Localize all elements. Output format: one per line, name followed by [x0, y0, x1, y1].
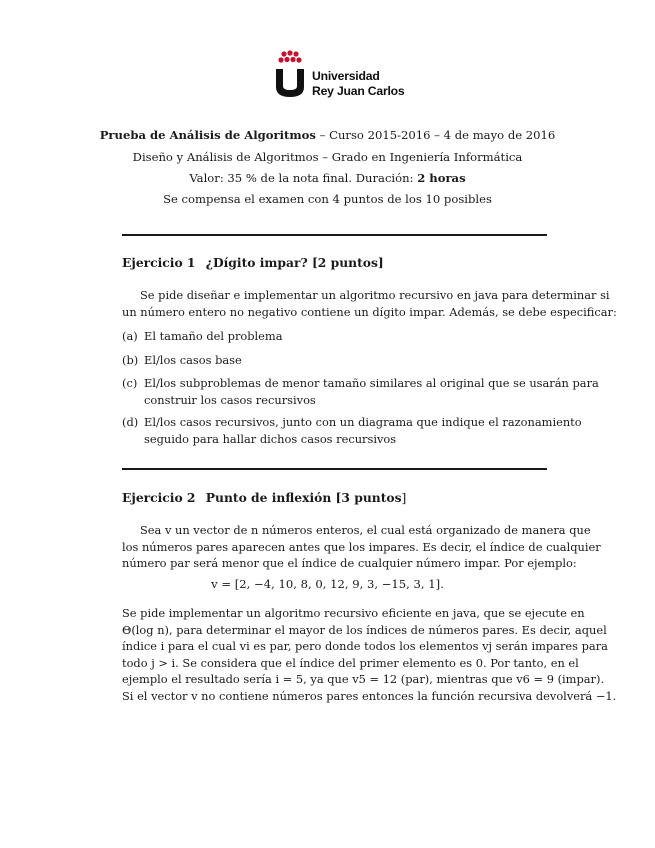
exam-title	[0, 128, 655, 142]
exercise-2-label: Ejercicio 2	[122, 490, 196, 505]
item-text: El/los casos recursivos, junto con un diagrama que indique el razonamiento	[144, 415, 582, 429]
item-label: (c)	[122, 376, 138, 390]
exam-compensation: Se compensa el examen con 4 puntos de los 10 posibles	[163, 192, 492, 206]
paragraph-line: un número entero no negativo contiene un dígito impar. Además, se debe especificar:	[122, 304, 617, 319]
exercise-2-points: 3 puntos	[341, 490, 402, 505]
exercise-1-intro	[122, 287, 617, 320]
exam-title-bold: Prueba de Análisis de Algoritmos	[99, 128, 316, 142]
paragraph-line: Θ(log n), para determinar el mayor de los índices de números pares. Es decir, aquel	[122, 622, 607, 637]
paragraph-line: Se pide diseñar e implementar un algoritmo recursivo en java para determinar si	[140, 288, 610, 302]
paragraph-line: Sea v un vector de n números enteros, el cual está organizado de manera que	[140, 523, 591, 537]
exam-value-line	[0, 171, 655, 185]
exam-duration: 2 horas	[417, 171, 466, 185]
item-label: (b)	[122, 353, 139, 367]
section-divider	[122, 468, 547, 470]
exam-subtitle: Diseño y Análisis de Algoritmos – Grado en Ingeniería Informática	[132, 150, 523, 164]
item-label: (d)	[122, 415, 139, 429]
paragraph-line: todo j > i. Se considera que el índice del primer elemento es 0. Por tanto, en el	[122, 655, 579, 670]
example-vector-formula: v = [2, −4, 10, 8, 0, 12, 9, 3, −15, 3, 1].	[211, 577, 444, 591]
paragraph-line: ejemplo el resultado sería i = 5, ya que v5 = 12 (par), mientras que v6 = 9 (impar).	[122, 672, 605, 687]
exercise-1-heading	[122, 255, 384, 270]
university-logo	[273, 50, 413, 102]
item-text: El tamaño del problema	[144, 329, 283, 343]
exercise-2-title-end: ]	[401, 491, 407, 505]
exam-title-rest: – Curso 2015-2016 – 4 de mayo de 2016	[315, 128, 556, 142]
logo-line-2: Rey Juan Carlos	[312, 83, 405, 98]
section-divider	[122, 234, 547, 236]
paragraph-line: número par será menor que el índice de cualquier número impar. Por ejemplo:	[122, 556, 577, 571]
exercise-2-body	[122, 605, 617, 705]
paragraph-line: Se pide implementar un algoritmo recursivo eficiente en java, que se ejecute en	[122, 606, 585, 620]
exercise-1-title: ¿Dígito impar? [2 puntos]	[205, 255, 384, 270]
item-text: El/los subproblemas de menor tamaño similares al original que se usarán para	[144, 376, 599, 390]
exam-value-text: Valor: 35 % de la nota final. Duración:	[189, 171, 418, 185]
paragraph-line: Si el vector v no contiene números pares entonces la función recursiva devolverá −1.	[122, 688, 617, 703]
exercise-2-intro	[122, 522, 601, 572]
item-label: (a)	[122, 329, 138, 343]
item-text: seguido para hallar dichos casos recursivos	[144, 431, 397, 446]
paragraph-line: los números pares aparecen antes que los impares. Es decir, el índice de cualquier	[122, 539, 601, 554]
item-text: construir los casos recursivos	[144, 392, 316, 407]
logo-line-1: Universidad	[312, 69, 380, 83]
urjc-emblem-icon	[273, 50, 307, 100]
exercise-2-heading	[122, 490, 406, 505]
paragraph-line: índice i para el cual vi es par, pero donde todos los elementos vj serán impares para	[122, 639, 608, 654]
exercise-1-label: Ejercicio 1	[122, 255, 196, 270]
item-text: El/los casos base	[144, 353, 242, 367]
exercise-2-title: Punto de inflexión [	[205, 490, 342, 505]
